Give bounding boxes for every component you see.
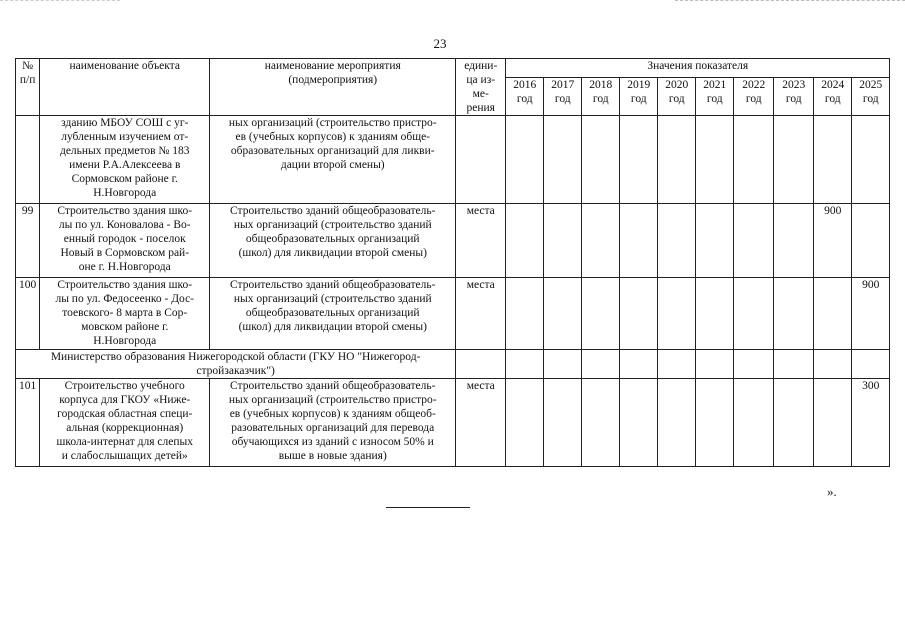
value-cell-2018 xyxy=(582,278,620,350)
header-year-unit: год xyxy=(785,93,802,106)
value-cell-2017 xyxy=(544,204,582,278)
ministry-empty-cell xyxy=(582,350,620,379)
value-cell-2023 xyxy=(774,116,814,204)
value-cell-2022 xyxy=(734,278,774,350)
value-cell-2020 xyxy=(658,379,696,467)
value-cell-2023 xyxy=(774,204,814,278)
object-name-cell: Строительство учебного корпуса для ГКОУ «Ниже- городская областная специ- альная (коррекционная) школа-интернат для слепых и слабослышащих детей» xyxy=(40,379,210,467)
header-year-2019: 2019 год xyxy=(620,78,658,116)
header-year-unit: год xyxy=(706,93,723,106)
row-number: 101 xyxy=(16,379,40,467)
header-values-title: Значения показателя xyxy=(506,59,890,78)
table-row xyxy=(16,379,890,467)
separator-line xyxy=(386,507,470,508)
ministry-empty-cell xyxy=(814,350,852,379)
object-name-cell: зданию МБОУ СОШ с уг- лубленным изучением от- дельных предметов № 183 имени Р.А.Алексеева в Сормовском районе г. Н.Новгорода xyxy=(40,116,210,204)
value-cell-2025: 900 xyxy=(852,278,890,350)
ministry-empty-cell xyxy=(658,350,696,379)
header-year-2017: 2017 год xyxy=(544,78,582,116)
header-year-unit: год xyxy=(862,93,879,106)
header-year-2023: 2023 год xyxy=(774,78,814,116)
value-cell-2021 xyxy=(696,116,734,204)
header-year-2021: 2021 год xyxy=(696,78,734,116)
row-number: 99 xyxy=(16,204,40,278)
value-cell-2020 xyxy=(658,204,696,278)
ministry-empty-cell xyxy=(544,350,582,379)
value-cell-2019 xyxy=(620,278,658,350)
ministry-heading: Министерство образования Нижегородской области (ГКУ НО "Нижегород- стройзаказчик") xyxy=(16,350,456,379)
value-cell-2018 xyxy=(582,204,620,278)
ministry-empty-cell xyxy=(852,350,890,379)
scan-edge-top-right xyxy=(675,0,905,2)
value-cell-2022 xyxy=(734,116,774,204)
object-name-cell: Строительство здания шко- лы по ул. Коновалова - Во- енный городок - поселок Новый в Сормовском рай- оне г. Н.Новгорода xyxy=(40,204,210,278)
value-cell-2025: 300 xyxy=(852,379,890,467)
ministry-empty-cell xyxy=(734,350,774,379)
ministry-empty-cell xyxy=(774,350,814,379)
value-cell-2017 xyxy=(544,278,582,350)
header-year-unit: год xyxy=(630,93,647,106)
header-year-unit: год xyxy=(554,93,571,106)
value-cell-2022 xyxy=(734,204,774,278)
value-cell-2025 xyxy=(852,116,890,204)
ministry-empty-cell xyxy=(456,350,506,379)
header-year-2025: 2025 год xyxy=(852,78,890,116)
value-cell-2025 xyxy=(852,204,890,278)
header-unit: едини- ца из- ме- рения xyxy=(456,59,506,116)
header-year-2018: 2018 год xyxy=(582,78,620,116)
value-cell-2024: 900 xyxy=(814,204,852,278)
row-number: 100 xyxy=(16,278,40,350)
header-num: № п/п xyxy=(16,59,40,116)
value-cell-2020 xyxy=(658,116,696,204)
header-object-name: наименование объекта xyxy=(40,59,210,116)
table-row xyxy=(16,116,890,204)
value-cell-2017 xyxy=(544,379,582,467)
row-number xyxy=(16,116,40,204)
value-cell-2020 xyxy=(658,278,696,350)
value-cell-2016 xyxy=(506,379,544,467)
ministry-row xyxy=(16,350,890,379)
header-year-2022: 2022 год xyxy=(734,78,774,116)
measure-name-cell: Строительство зданий общеобразователь- ных организаций (строительство зданий общеобразовательных организаций (школ) для ликвидации второй смены) xyxy=(210,204,456,278)
value-cell-2024 xyxy=(814,278,852,350)
value-cell-2018 xyxy=(582,116,620,204)
header-year-2024: 2024 год xyxy=(814,78,852,116)
value-cell-2018 xyxy=(582,379,620,467)
value-cell-2016 xyxy=(506,204,544,278)
scan-edge-top-left xyxy=(0,0,120,2)
measure-name-cell: ных организаций (строительство пристро- ев (учебных корпусов) к зданиям обще- образовательных организаций для ликви- дации второй смены) xyxy=(210,116,456,204)
value-cell-2023 xyxy=(774,379,814,467)
value-cell-2019 xyxy=(620,379,658,467)
page-number: 23 xyxy=(433,36,447,51)
unit-cell xyxy=(456,116,506,204)
measure-name-cell: Строительство зданий общеобразователь- ных организаций (строительство пристро- ев (учебных корпусов) к зданиям общеоб- разовательных организаций для перевода обучающихся из зданий с износом 50% и выше в новые здания) xyxy=(210,379,456,467)
table-row xyxy=(16,204,890,278)
unit-cell: места xyxy=(456,204,506,278)
unit-cell: места xyxy=(456,278,506,350)
value-cell-2024 xyxy=(814,116,852,204)
value-cell-2016 xyxy=(506,278,544,350)
value-cell-2021 xyxy=(696,278,734,350)
header-year-unit: год xyxy=(668,93,685,106)
value-cell-2021 xyxy=(696,379,734,467)
value-cell-2024 xyxy=(814,379,852,467)
value-cell-2016 xyxy=(506,116,544,204)
object-name-cell: Строительство здания шко- лы по ул. Федосеенко - Дос- тоевского- 8 марта в Сор- мовском районе г. Н.Новгорода xyxy=(40,278,210,350)
table-row xyxy=(16,278,890,350)
value-cell-2019 xyxy=(620,116,658,204)
header-year-2016: 2016 год xyxy=(506,78,544,116)
ministry-empty-cell xyxy=(696,350,734,379)
value-cell-2019 xyxy=(620,204,658,278)
header-year-unit: год xyxy=(745,93,762,106)
measure-name-cell: Строительство зданий общеобразователь- ных организаций (строительство зданий общеобразовательных организаций (школ) для ликвидации второй смены) xyxy=(210,278,456,350)
value-cell-2017 xyxy=(544,116,582,204)
header-year-unit: год xyxy=(516,93,533,106)
value-cell-2023 xyxy=(774,278,814,350)
header-measure-name: наименование мероприятия (подмероприятия) xyxy=(210,59,456,116)
ministry-empty-cell xyxy=(620,350,658,379)
indicator-table xyxy=(15,58,890,467)
value-cell-2022 xyxy=(734,379,774,467)
header-row-1 xyxy=(16,59,890,78)
header-year-unit: год xyxy=(592,93,609,106)
closing-quote-mark: ». xyxy=(827,484,837,499)
unit-cell: места xyxy=(456,379,506,467)
header-year-2020: 2020 год xyxy=(658,78,696,116)
ministry-empty-cell xyxy=(506,350,544,379)
header-year-unit: год xyxy=(824,93,841,106)
value-cell-2021 xyxy=(696,204,734,278)
